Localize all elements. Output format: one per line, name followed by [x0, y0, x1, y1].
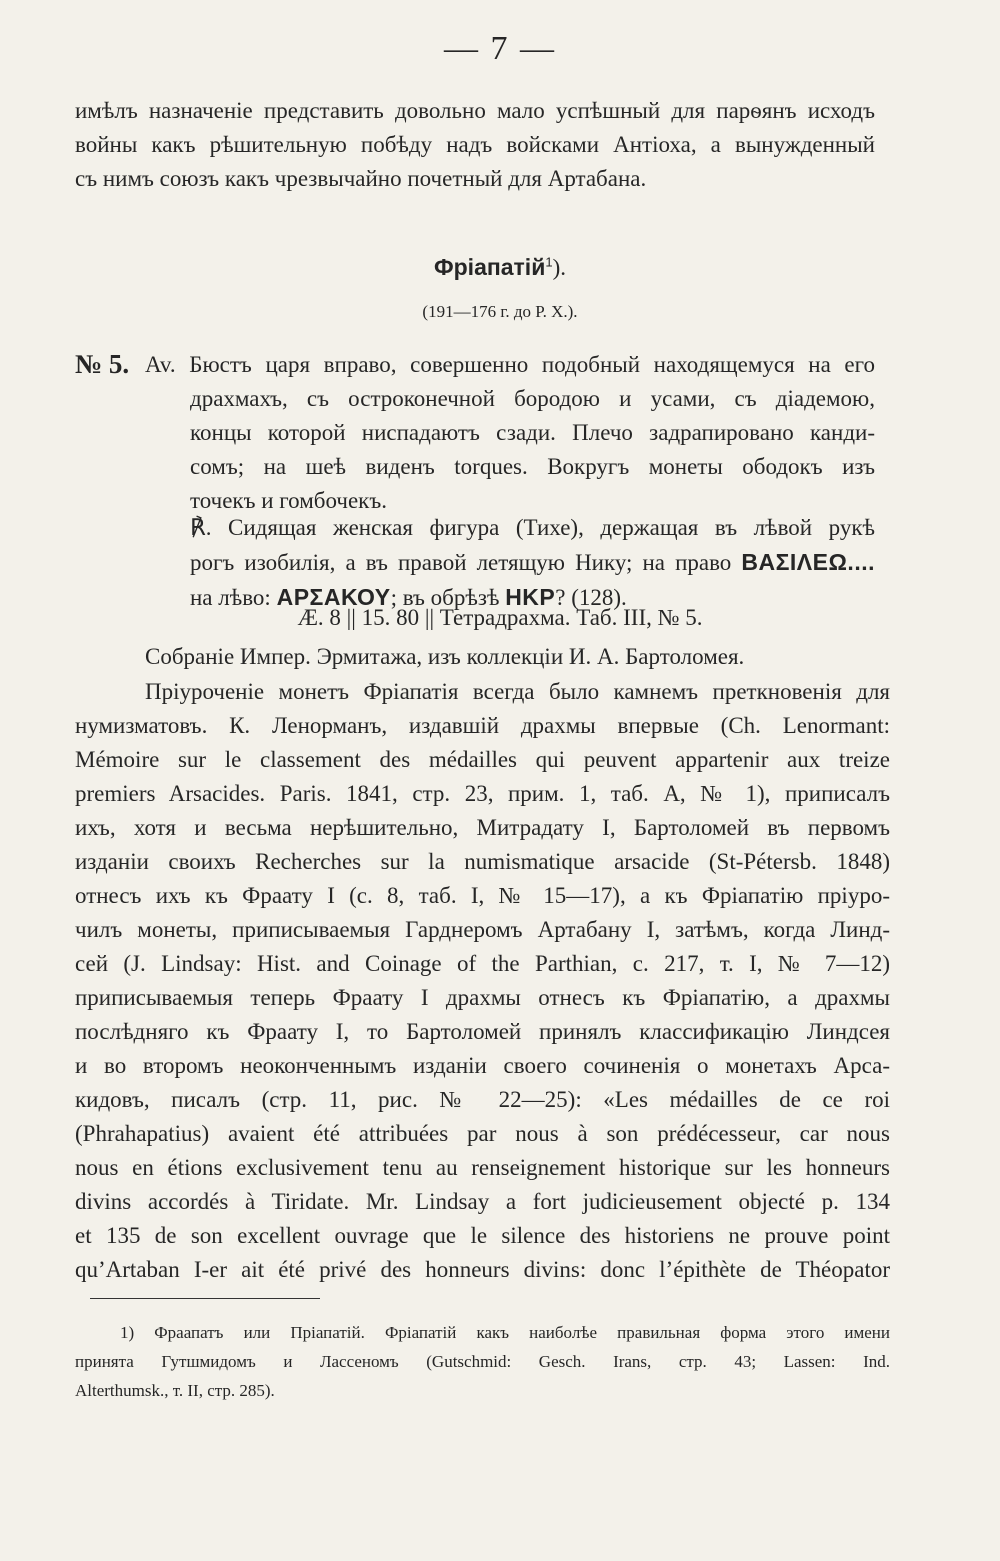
text-line: Av. Бюстъ царя вправо, совершенно подобный находящемуся на его: [145, 352, 875, 377]
intro-paragraph: [75, 94, 875, 196]
reverse-text: ℟. Сидящая женская фигура (Тихе), держащая въ лѣвой рукѣ: [190, 515, 875, 540]
text-line: и во второмъ неоконченнымъ изданіи своего сочиненія о монетахъ Арса-: [75, 1053, 890, 1078]
text-line: Собраніе Импер. Эрмитажа, изъ коллекціи И. А. Бартоломея.: [145, 644, 745, 669]
page-number: — 7 —: [444, 30, 556, 67]
text-line: изданіи своихъ Recherches sur la numismatique arsacide (St-Pétersb. 1848): [75, 849, 890, 874]
text-line: войны какъ рѣшительную побѣду надъ войсками Антіоха, а вынужденный: [75, 132, 875, 157]
reverse-description: [190, 511, 875, 615]
text-line: [190, 511, 875, 545]
ruler-name: Фріапатій: [434, 254, 546, 280]
text-line: et 135 de son excellent ouvrage que le silence des historiens ne prouve point: [75, 1223, 890, 1248]
footnote-line: 1) Фраапатъ или Пріапатій. Фріапатій какъ наиболѣе правильная форма этого имени: [120, 1323, 890, 1342]
text-line: чилъ монеты, приписываемыя Гарднеромъ Артабану I, затѣмъ, когда Линд-: [75, 917, 890, 942]
reverse-text: ? (128).: [555, 585, 627, 610]
greek-legend: ΒΑΣΙΛΕΩ....: [741, 549, 875, 575]
entry-number: № 5.: [75, 349, 130, 379]
footnote-marker: 1: [545, 254, 553, 270]
reign-dates: (191—176 г. до Р. Х.).: [422, 302, 578, 321]
obverse-continued: [190, 382, 875, 518]
reverse-text: ; въ обрѣзѣ: [390, 585, 506, 610]
footnote-divider: [90, 1298, 320, 1299]
text-line: premiers Arsacides. Paris. 1841, стр. 23, прим. 1, таб. A, № 1), приписалъ: [75, 781, 890, 806]
text-line: Mémoire sur le classement des médailles qui peuvent appartenir aux treize: [75, 747, 890, 772]
heading-close: ).: [552, 255, 566, 280]
text-line: divins accordés à Tiridate. Mr. Lindsay a fort judicieusement objecté p. 134: [75, 1189, 890, 1214]
section-heading: [0, 254, 1000, 281]
footnote-line: принята Гутшмидомъ и Лассеномъ (Gutschmid: Gesch. Irans, стр. 43; Lassen: Ind.: [75, 1352, 890, 1371]
text-line: Пріуроченіе монетъ Фріапатія всегда было камнемъ преткновенія для: [145, 679, 890, 704]
text-line: отнесъ ихъ къ Фраату I (с. 8, таб. I, № 15—17), а къ Фріапатію пріуро-: [75, 883, 890, 908]
text-line: драхмахъ, съ остроконечной бородою и усами, съ діадемою,: [190, 386, 875, 411]
exergue-legend: ΗΚΡ: [505, 584, 556, 610]
text-line: имѣлъ назначеніе представить довольно мало успѣшный для парѳянъ исходъ: [75, 98, 875, 123]
footnote-line: Alterthumsk., т. II, стр. 285).: [75, 1381, 275, 1400]
text-line: точекъ и гомбочекъ.: [190, 488, 387, 513]
text-line: послѣдняго къ Фраату I, то Бартоломей принялъ классификацію Линдсея: [75, 1019, 890, 1044]
text-line: нумизматовъ. К. Ленорманъ, издавшій драхмы впервые (Ch. Lenormant:: [75, 713, 890, 738]
greek-legend: ΑΡΣΑΚΟΥ: [276, 584, 391, 610]
text-line: [190, 545, 875, 580]
text-line: qu’Artaban I-er ait été privé des honneurs divins: donc l’épithète de Théopator: [75, 1257, 890, 1282]
text-line: (Phrahapatius) avaient été attribuées par nous à son prédécesseur, car nous: [75, 1121, 890, 1146]
obverse-description: [145, 348, 875, 382]
text-line: сомъ; на шеѣ виденъ torques. Вокругъ монеты ободокъ изъ: [190, 454, 875, 479]
text-line: съ нимъ союзъ какъ чрезвычайно почетный для Артабана.: [75, 166, 647, 191]
text-line: сей (J. Lindsay: Hist. and Coinage of the Parthian, c. 217, т. I, № 7—12): [75, 951, 890, 976]
text-line: приписываемыя теперь Фраату I драхмы отнесъ къ Фріапатію, а драхмы: [75, 985, 890, 1010]
body-paragraph: [75, 675, 890, 1287]
text-line: концы которой ниспадаютъ сзади. Плечо задрапировано канди-: [190, 420, 875, 445]
reverse-text: на лѣво:: [190, 585, 277, 610]
coin-metal-line: Æ. 8 || 15. 80 || Тетрадрахма. Таб. III, № 5.: [297, 605, 703, 630]
text-line: ихъ, хотя и весьма нерѣшительно, Митрадату I, Бартоломей въ первомъ: [75, 815, 890, 840]
reverse-text: рогъ изобилія, а въ правой летящую Нику; на право: [190, 550, 742, 575]
footnote: [75, 1318, 890, 1405]
text-line: nous en étions exclusivement tenu au renseignement historique sur les honneurs: [75, 1155, 890, 1180]
collection-line: [145, 640, 875, 674]
text-line: кидовъ, писалъ (стр. 11, рис. № 22—25): «Les médailles de ce roi: [75, 1087, 890, 1112]
